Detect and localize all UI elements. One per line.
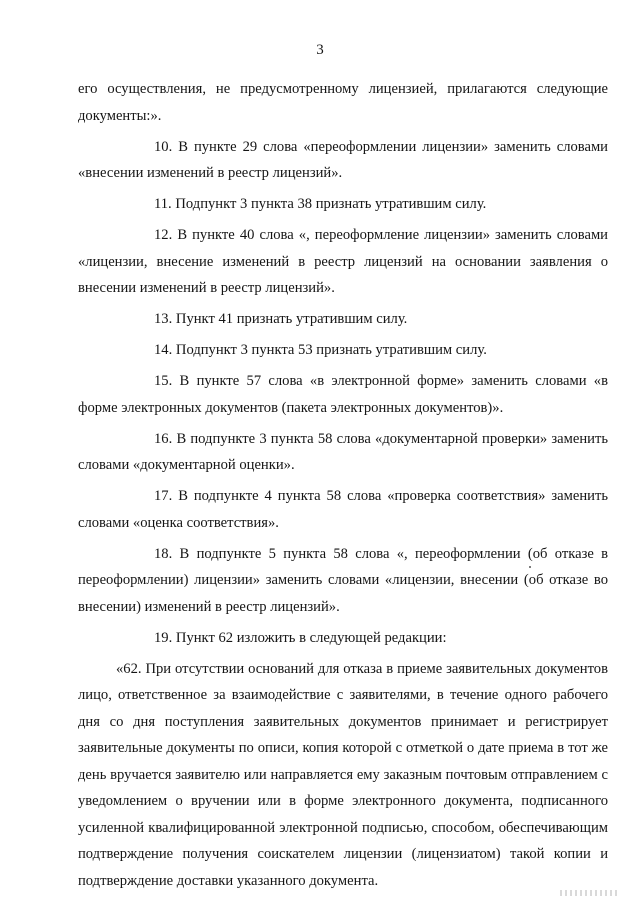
paragraph-item-13 — [78, 306, 608, 333]
paragraph-item-10 — [78, 134, 608, 187]
page-number: 3 — [316, 42, 324, 58]
paragraph-text: Подпункт 3 пункта 53 признать утратившим силу. — [175, 342, 487, 358]
paragraph-number: 19. — [154, 629, 173, 646]
paragraph-number: 15. — [154, 373, 173, 389]
paragraph-number: 14. — [154, 342, 173, 358]
paragraph-quoted-62 — [78, 656, 608, 895]
paragraph-number: 16. — [154, 430, 173, 447]
paragraph-number: 12. — [154, 227, 173, 243]
paragraph-number: 18. — [154, 545, 173, 562]
paragraph-number: 10. — [154, 138, 173, 155]
paragraph-text: «62. При отсутствии оснований для отказа в приеме заявительных документов лицо, ответственное за взаимодействие с заявителями, в течение одного рабочего дня со дня поступления заявительных документов принимает и регистрирует заявительные документы по описи, копия которой с отметкой о дате приема в тот же день вручается заявителю или направляется ему заказным почтовым отправлением с уведомлением о вручении или в форме электронного документа, подписанного усиленной квалифицированной электронной подписью, способом, обеспечивающим подтверждение получения соискателем лицензии (лицензиатом) такой копии и подтверждение доставки указанного документа. — [78, 660, 608, 889]
paragraph-text: В подпункте 4 пункта 58 слова «проверка соответствия» заменить словами «оценка соответствия». — [78, 488, 608, 531]
paragraph-text: Подпункт 3 пункта 38 признать утратившим силу. — [175, 196, 487, 212]
paragraph-item-19 — [78, 625, 608, 652]
paragraph-text: В подпункте 5 пункта 58 слова «, переоформлении (об отказе в переоформлении) лицензии» заменить словами «лицензии, внесении (об отказе во внесении) изменений в реестр лицензий». — [78, 545, 608, 615]
scan-artifact — [560, 890, 620, 896]
paragraph-text: его осуществления, не предусмотренному лицензией, прилагаются следующие документы:». — [78, 81, 608, 124]
paragraph-item-16 — [78, 426, 608, 479]
paragraph-item-12 — [78, 222, 608, 302]
paragraph-text: Пункт 62 изложить в следующей редакции: — [175, 629, 447, 646]
paragraph-number: 11. — [154, 196, 172, 212]
paragraph-item-11 — [78, 191, 608, 218]
paragraph-number: 17. — [154, 488, 173, 504]
paragraph-item-18 — [78, 541, 608, 621]
paragraph-text: В пункте 57 слова «в электронной форме» заменить словами «в форме электронных документов (пакета электронных документов)». — [78, 373, 608, 416]
paragraph-continuation — [78, 76, 608, 129]
paragraph-text: В подпункте 3 пункта 58 слова «документарной проверки» заменить словами «документарной оценки». — [78, 430, 608, 473]
paragraph-text: В пункте 29 слова «переоформлении лицензии» заменить словами «внесении изменений в реестр лицензий». — [78, 138, 608, 181]
paragraph-number: 13. — [154, 311, 173, 327]
scan-speck — [529, 566, 531, 568]
paragraph-item-17 — [78, 483, 608, 536]
paragraph-item-14 — [78, 337, 608, 364]
paragraph-text: В пункте 40 слова «, переоформление лицензии» заменить словами «лицензии, внесение изменений в реестр лицензий на основании заявления о внесении изменений в реестр лицензий». — [78, 227, 608, 296]
paragraph-text: Пункт 41 признать утратившим силу. — [175, 311, 408, 327]
paragraph-item-15 — [78, 368, 608, 421]
document-body — [78, 76, 608, 899]
